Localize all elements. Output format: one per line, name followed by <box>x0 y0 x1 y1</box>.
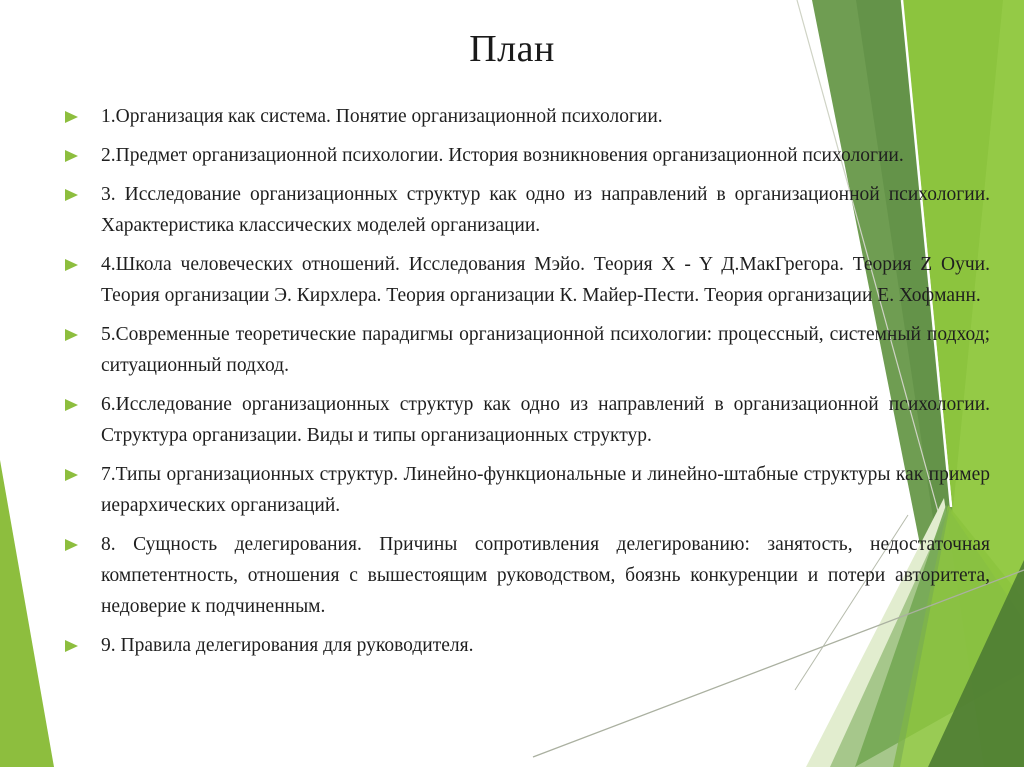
bullet-triangle-icon <box>65 150 78 162</box>
bullet-text: 2.Предмет организационной психологии. История возникновения организационной психологии. <box>101 145 904 166</box>
list-item <box>64 459 990 521</box>
list-item <box>64 179 990 241</box>
bullet-triangle-icon <box>65 640 78 652</box>
bullet-text: 8. Сущность делегирования. Причины сопротивления делегированию: занятость, недостаточная компетентность, отношения с вышестоящим руководством, боязнь конкуренции и потери авторитета, недоверие к подчиненным. <box>101 534 990 617</box>
bottom-left-wedge <box>0 460 54 767</box>
slide-title: План <box>469 28 555 70</box>
bullet-triangle-icon <box>65 469 78 481</box>
list-item <box>64 529 990 622</box>
bullet-triangle-icon <box>65 399 78 411</box>
bullet-text: 9. Правила делегирования для руководителя. <box>101 635 474 656</box>
list-item <box>64 140 990 171</box>
bullet-text: 4.Школа человеческих отношений. Исследования Мэйо. Теория X - Y Д.МакГрегора. Теория Z Оучи. Теория организации Э. Кирхлера. Теория организации К. Майер-Пести. Теория организации Е. Хофманн. <box>101 254 990 306</box>
list-item <box>64 630 990 661</box>
bullet-text: 3. Исследование организационных структур как одно из направлений в организационной психологии. Характеристика классических моделей организации. <box>101 184 990 236</box>
bullet-triangle-icon <box>65 539 78 551</box>
list-item <box>64 319 990 381</box>
bullet-text: 7.Типы организационных структур. Линейно-функциональные и линейно-штабные структуры как пример иерархических организаций. <box>101 464 990 516</box>
bullet-triangle-icon <box>65 189 78 201</box>
bullet-triangle-icon <box>65 329 78 341</box>
list-item <box>64 389 990 451</box>
bullet-text: 6.Исследование организационных структур как одно из направлений в организационной психологии. Структура организации. Виды и типы организационных структур. <box>101 394 990 446</box>
bullet-text: 5.Современные теоретические парадигмы организационной психологии: процессный, системный подход; ситуационный подход. <box>101 324 990 376</box>
bullet-text: 1.Организация как система. Понятие организационной психологии. <box>101 106 663 127</box>
list-item <box>64 101 990 132</box>
bullet-triangle-icon <box>65 111 78 123</box>
list-item <box>64 249 990 311</box>
bullet-triangle-icon <box>65 259 78 271</box>
bullet-list <box>64 101 990 669</box>
